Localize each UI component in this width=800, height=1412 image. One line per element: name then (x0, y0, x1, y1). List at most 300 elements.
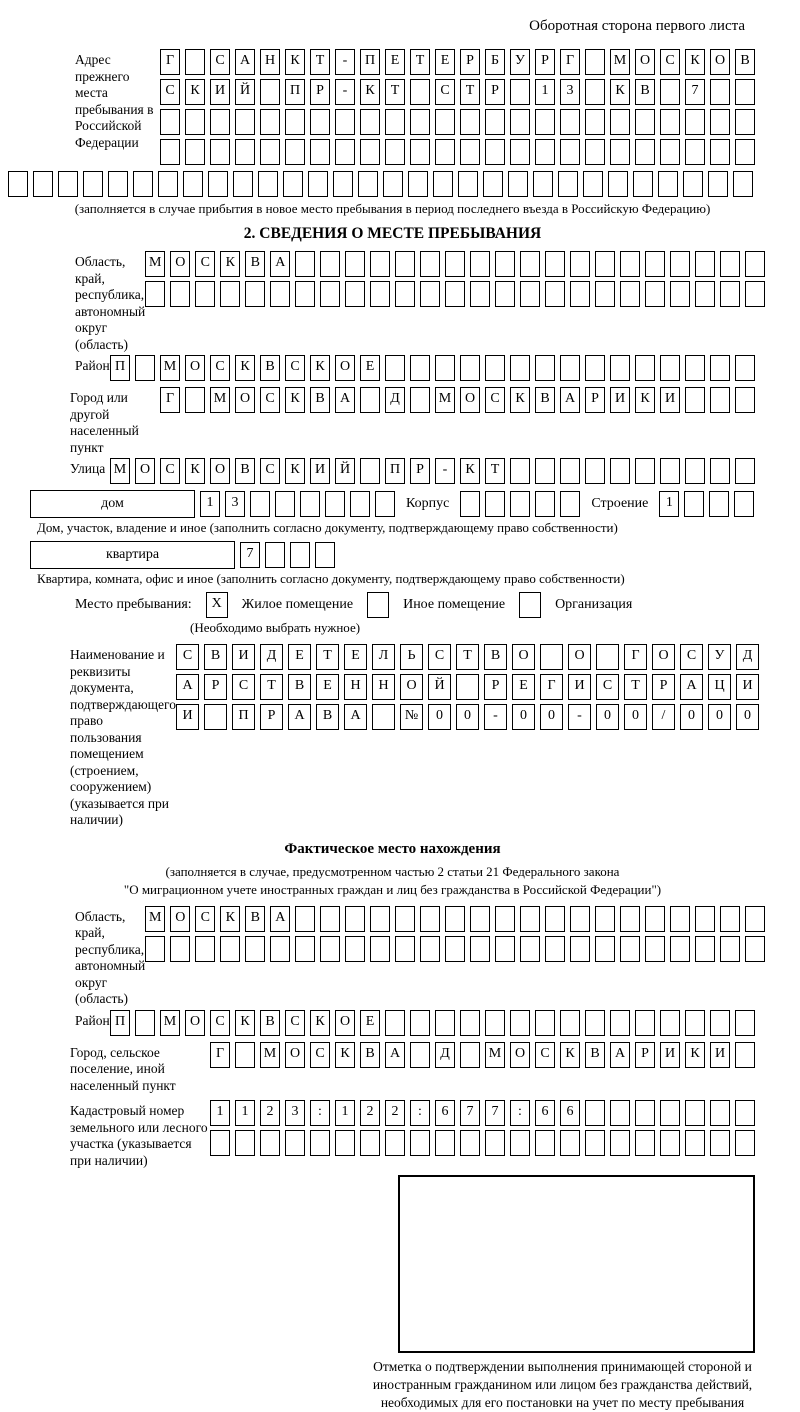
char-box[interactable] (495, 906, 515, 932)
char-box[interactable] (495, 251, 515, 277)
char-box[interactable] (510, 79, 530, 105)
char-box[interactable] (358, 171, 378, 197)
char-box[interactable] (275, 491, 295, 517)
char-box[interactable]: Е (288, 644, 311, 670)
char-box[interactable]: О (135, 458, 155, 484)
char-box[interactable] (360, 109, 380, 135)
char-box[interactable]: С (596, 674, 619, 700)
char-box[interactable]: К (285, 49, 305, 75)
char-box[interactable]: В (260, 355, 280, 381)
char-box[interactable] (735, 1010, 755, 1036)
char-box[interactable]: О (652, 644, 675, 670)
char-box[interactable]: М (110, 458, 130, 484)
char-box[interactable]: А (610, 1042, 630, 1068)
char-box[interactable] (660, 109, 680, 135)
char-box[interactable]: Е (385, 49, 405, 75)
char-box[interactable]: Г (624, 644, 647, 670)
char-box[interactable] (220, 281, 240, 307)
char-box[interactable] (485, 355, 505, 381)
char-box[interactable] (208, 171, 228, 197)
char-box[interactable]: 1 (235, 1100, 255, 1126)
char-box[interactable] (735, 139, 755, 165)
char-box[interactable]: К (185, 458, 205, 484)
char-box[interactable] (585, 1100, 605, 1126)
char-box[interactable]: - (335, 79, 355, 105)
char-box[interactable]: 7 (460, 1100, 480, 1126)
char-box[interactable]: П (285, 79, 305, 105)
char-box[interactable] (385, 109, 405, 135)
char-box[interactable]: Д (260, 644, 283, 670)
char-box[interactable] (270, 936, 290, 962)
char-box[interactable]: В (310, 387, 330, 413)
char-box[interactable]: В (245, 251, 265, 277)
char-box[interactable] (410, 1042, 430, 1068)
char-box[interactable]: М (485, 1042, 505, 1068)
char-box[interactable] (660, 458, 680, 484)
char-box[interactable] (685, 355, 705, 381)
char-box[interactable]: В (585, 1042, 605, 1068)
char-box[interactable]: 0 (596, 704, 619, 730)
char-box[interactable] (420, 906, 440, 932)
char-box[interactable] (695, 906, 715, 932)
char-box[interactable] (310, 1130, 330, 1156)
char-box[interactable] (585, 139, 605, 165)
char-box[interactable]: К (560, 1042, 580, 1068)
char-box[interactable] (735, 387, 755, 413)
char-box[interactable] (58, 171, 78, 197)
char-box[interactable]: К (285, 387, 305, 413)
char-box[interactable]: О (335, 1010, 355, 1036)
char-box[interactable] (435, 1010, 455, 1036)
char-box[interactable] (660, 1130, 680, 1156)
char-box[interactable] (595, 936, 615, 962)
char-box[interactable] (235, 1042, 255, 1068)
char-box[interactable] (370, 936, 390, 962)
char-box[interactable]: К (185, 79, 205, 105)
char-box[interactable] (645, 936, 665, 962)
char-box[interactable]: В (735, 49, 755, 75)
char-box[interactable] (315, 542, 335, 568)
char-box[interactable] (370, 251, 390, 277)
char-box[interactable]: 7 (685, 79, 705, 105)
char-box[interactable]: 2 (385, 1100, 405, 1126)
char-box[interactable] (540, 644, 563, 670)
char-box[interactable] (185, 49, 205, 75)
char-box[interactable] (185, 109, 205, 135)
char-box[interactable]: : (410, 1100, 430, 1126)
char-box[interactable] (108, 171, 128, 197)
char-box[interactable] (370, 281, 390, 307)
char-box[interactable] (360, 1130, 380, 1156)
char-box[interactable]: Р (535, 49, 555, 75)
char-box[interactable] (170, 936, 190, 962)
char-box[interactable]: В (635, 79, 655, 105)
char-box[interactable] (510, 109, 530, 135)
char-box[interactable]: 2 (260, 1100, 280, 1126)
char-box[interactable] (410, 355, 430, 381)
char-box[interactable] (483, 171, 503, 197)
char-box[interactable] (485, 109, 505, 135)
char-box[interactable]: 6 (560, 1100, 580, 1126)
char-box[interactable] (420, 936, 440, 962)
char-box[interactable]: 1 (200, 491, 220, 517)
char-box[interactable]: К (685, 1042, 705, 1068)
char-box[interactable] (383, 171, 403, 197)
char-box[interactable] (370, 906, 390, 932)
char-box[interactable]: 7 (240, 542, 260, 568)
char-box[interactable]: С (428, 644, 451, 670)
char-box[interactable] (285, 139, 305, 165)
char-box[interactable] (695, 251, 715, 277)
char-box[interactable] (670, 906, 690, 932)
char-box[interactable] (720, 906, 740, 932)
char-box[interactable] (685, 1100, 705, 1126)
char-box[interactable] (635, 139, 655, 165)
char-box[interactable]: А (176, 674, 199, 700)
char-box[interactable] (385, 1130, 405, 1156)
char-box[interactable]: В (235, 458, 255, 484)
char-box[interactable]: К (510, 387, 530, 413)
char-box[interactable]: И (210, 79, 230, 105)
char-box[interactable]: К (220, 251, 240, 277)
char-box[interactable] (535, 139, 555, 165)
char-box[interactable] (204, 704, 227, 730)
char-box[interactable]: М (610, 49, 630, 75)
char-box[interactable] (195, 936, 215, 962)
char-box[interactable] (558, 171, 578, 197)
char-box[interactable] (535, 109, 555, 135)
char-box[interactable] (485, 1010, 505, 1036)
char-box[interactable]: К (235, 1010, 255, 1036)
char-box[interactable] (395, 906, 415, 932)
char-box[interactable]: С (160, 458, 180, 484)
char-box[interactable] (408, 171, 428, 197)
char-box[interactable]: 1 (335, 1100, 355, 1126)
char-box[interactable] (745, 906, 765, 932)
char-box[interactable]: Р (410, 458, 430, 484)
char-box[interactable]: Т (310, 49, 330, 75)
char-box[interactable] (710, 1100, 730, 1126)
char-box[interactable]: Т (260, 674, 283, 700)
char-box[interactable]: 1 (659, 491, 679, 517)
char-box[interactable]: О (710, 49, 730, 75)
char-box[interactable] (420, 251, 440, 277)
char-box[interactable] (510, 355, 530, 381)
char-box[interactable] (645, 906, 665, 932)
char-box[interactable]: Т (624, 674, 647, 700)
char-box[interactable] (620, 906, 640, 932)
char-box[interactable] (250, 491, 270, 517)
char-box[interactable] (720, 281, 740, 307)
char-box[interactable] (735, 109, 755, 135)
char-box[interactable] (708, 171, 728, 197)
char-box[interactable] (508, 171, 528, 197)
char-box[interactable] (670, 281, 690, 307)
char-box[interactable]: О (170, 906, 190, 932)
char-box[interactable]: 6 (535, 1100, 555, 1126)
char-box[interactable] (210, 139, 230, 165)
char-box[interactable]: - (484, 704, 507, 730)
char-box[interactable] (620, 936, 640, 962)
char-box[interactable] (710, 1010, 730, 1036)
char-box[interactable] (660, 79, 680, 105)
char-box[interactable] (545, 906, 565, 932)
char-box[interactable] (345, 906, 365, 932)
char-box[interactable] (695, 936, 715, 962)
char-box[interactable]: Р (310, 79, 330, 105)
char-box[interactable]: С (160, 79, 180, 105)
char-box[interactable]: Й (235, 79, 255, 105)
char-box[interactable] (245, 281, 265, 307)
char-box[interactable] (585, 79, 605, 105)
char-box[interactable] (460, 355, 480, 381)
char-box[interactable] (445, 936, 465, 962)
char-box[interactable] (435, 109, 455, 135)
char-box[interactable]: О (235, 387, 255, 413)
char-box[interactable]: А (344, 704, 367, 730)
char-box[interactable] (710, 109, 730, 135)
char-box[interactable]: К (235, 355, 255, 381)
char-box[interactable] (535, 491, 555, 517)
char-box[interactable] (710, 139, 730, 165)
char-box[interactable]: Н (344, 674, 367, 700)
char-box[interactable] (435, 1130, 455, 1156)
char-box[interactable] (658, 171, 678, 197)
char-box[interactable] (360, 387, 380, 413)
char-box[interactable]: А (385, 1042, 405, 1068)
char-box[interactable] (670, 251, 690, 277)
char-box[interactable] (733, 171, 753, 197)
char-box[interactable]: 0 (680, 704, 703, 730)
char-box[interactable] (145, 936, 165, 962)
char-box[interactable] (470, 906, 490, 932)
char-box[interactable]: С (435, 79, 455, 105)
char-box[interactable]: А (235, 49, 255, 75)
char-box[interactable] (320, 936, 340, 962)
char-box[interactable] (456, 674, 479, 700)
char-box[interactable] (735, 1100, 755, 1126)
char-box[interactable]: Г (160, 387, 180, 413)
char-box[interactable] (685, 458, 705, 484)
char-box[interactable] (510, 458, 530, 484)
char-box[interactable] (645, 251, 665, 277)
char-box[interactable] (460, 109, 480, 135)
char-box[interactable]: Р (585, 387, 605, 413)
char-box[interactable] (610, 109, 630, 135)
char-box[interactable]: А (335, 387, 355, 413)
char-box[interactable] (560, 1130, 580, 1156)
char-box[interactable]: Й (335, 458, 355, 484)
char-box[interactable]: Р (204, 674, 227, 700)
char-box[interactable]: И (310, 458, 330, 484)
char-box[interactable]: О (185, 1010, 205, 1036)
char-box[interactable] (570, 251, 590, 277)
char-box[interactable] (610, 1010, 630, 1036)
char-box[interactable]: О (400, 674, 423, 700)
char-box[interactable]: С (176, 644, 199, 670)
char-box[interactable]: П (110, 1010, 130, 1036)
char-box[interactable] (710, 1130, 730, 1156)
char-box[interactable]: 2 (360, 1100, 380, 1126)
char-box[interactable] (185, 387, 205, 413)
char-box[interactable] (285, 109, 305, 135)
char-box[interactable]: Р (485, 79, 505, 105)
char-box[interactable] (158, 171, 178, 197)
char-box[interactable] (520, 936, 540, 962)
char-box[interactable] (560, 458, 580, 484)
char-box[interactable] (660, 1100, 680, 1126)
char-box[interactable]: М (210, 387, 230, 413)
char-box[interactable]: Р (460, 49, 480, 75)
char-box[interactable]: Д (736, 644, 759, 670)
char-box[interactable]: У (510, 49, 530, 75)
char-box[interactable] (335, 109, 355, 135)
char-box[interactable] (135, 355, 155, 381)
char-box[interactable] (595, 281, 615, 307)
char-box[interactable] (560, 1010, 580, 1036)
char-box[interactable]: С (210, 1010, 230, 1036)
char-box[interactable]: Т (385, 79, 405, 105)
char-box[interactable]: Г (210, 1042, 230, 1068)
char-box[interactable] (420, 281, 440, 307)
char-box[interactable]: К (460, 458, 480, 484)
char-box[interactable]: Т (485, 458, 505, 484)
char-box[interactable] (735, 458, 755, 484)
char-box[interactable] (684, 491, 704, 517)
char-box[interactable] (285, 1130, 305, 1156)
char-box[interactable]: М (160, 355, 180, 381)
char-box[interactable] (710, 355, 730, 381)
char-box[interactable] (395, 281, 415, 307)
char-box[interactable]: - (435, 458, 455, 484)
char-box[interactable] (8, 171, 28, 197)
char-box[interactable] (585, 1130, 605, 1156)
char-box[interactable]: Т (410, 49, 430, 75)
char-box[interactable] (345, 251, 365, 277)
char-box[interactable] (735, 1130, 755, 1156)
char-box[interactable] (458, 171, 478, 197)
char-box[interactable] (670, 936, 690, 962)
char-box[interactable]: А (288, 704, 311, 730)
stay-type-checkbox-residential[interactable]: X (206, 592, 228, 618)
char-box[interactable] (610, 355, 630, 381)
char-box[interactable]: 0 (540, 704, 563, 730)
char-box[interactable]: Ц (708, 674, 731, 700)
char-box[interactable] (635, 1010, 655, 1036)
char-box[interactable]: Г (560, 49, 580, 75)
char-box[interactable] (685, 109, 705, 135)
char-box[interactable] (535, 1010, 555, 1036)
char-box[interactable] (445, 281, 465, 307)
char-box[interactable] (510, 1130, 530, 1156)
char-box[interactable] (210, 1130, 230, 1156)
char-box[interactable] (535, 458, 555, 484)
char-box[interactable]: - (568, 704, 591, 730)
char-box[interactable] (709, 491, 729, 517)
char-box[interactable] (335, 139, 355, 165)
char-box[interactable]: Е (316, 674, 339, 700)
char-box[interactable]: 0 (512, 704, 535, 730)
char-box[interactable]: С (680, 644, 703, 670)
char-box[interactable] (660, 355, 680, 381)
char-box[interactable] (610, 139, 630, 165)
char-box[interactable] (325, 491, 345, 517)
char-box[interactable] (745, 936, 765, 962)
char-box[interactable]: В (535, 387, 555, 413)
char-box[interactable]: 1 (535, 79, 555, 105)
char-box[interactable] (333, 171, 353, 197)
char-box[interactable] (470, 251, 490, 277)
char-box[interactable] (183, 171, 203, 197)
char-box[interactable] (585, 355, 605, 381)
char-box[interactable]: 0 (736, 704, 759, 730)
char-box[interactable] (683, 171, 703, 197)
char-box[interactable] (360, 139, 380, 165)
char-box[interactable]: И (232, 644, 255, 670)
char-box[interactable] (560, 355, 580, 381)
char-box[interactable]: А (560, 387, 580, 413)
char-box[interactable]: Й (428, 674, 451, 700)
char-box[interactable] (310, 109, 330, 135)
char-box[interactable]: П (110, 355, 130, 381)
char-box[interactable]: : (510, 1100, 530, 1126)
char-box[interactable]: К (285, 458, 305, 484)
char-box[interactable] (410, 387, 430, 413)
char-box[interactable]: М (160, 1010, 180, 1036)
char-box[interactable] (610, 1130, 630, 1156)
char-box[interactable] (385, 355, 405, 381)
char-box[interactable]: И (568, 674, 591, 700)
char-box[interactable]: В (204, 644, 227, 670)
char-box[interactable] (745, 281, 765, 307)
char-box[interactable] (160, 109, 180, 135)
char-box[interactable] (435, 355, 455, 381)
char-box[interactable] (645, 281, 665, 307)
char-box[interactable] (620, 251, 640, 277)
char-box[interactable] (470, 281, 490, 307)
char-box[interactable]: С (195, 906, 215, 932)
char-box[interactable] (595, 906, 615, 932)
char-box[interactable] (410, 139, 430, 165)
char-box[interactable] (720, 936, 740, 962)
char-box[interactable] (620, 281, 640, 307)
char-box[interactable]: С (535, 1042, 555, 1068)
char-box[interactable] (660, 139, 680, 165)
char-box[interactable] (335, 1130, 355, 1156)
char-box[interactable] (570, 281, 590, 307)
char-box[interactable] (235, 109, 255, 135)
char-box[interactable] (283, 171, 303, 197)
char-box[interactable] (560, 491, 580, 517)
char-box[interactable] (635, 1130, 655, 1156)
char-box[interactable]: С (485, 387, 505, 413)
char-box[interactable]: Г (540, 674, 563, 700)
char-box[interactable] (265, 542, 285, 568)
char-box[interactable]: Р (484, 674, 507, 700)
char-box[interactable] (133, 171, 153, 197)
char-box[interactable] (610, 458, 630, 484)
char-box[interactable] (210, 109, 230, 135)
char-box[interactable] (470, 936, 490, 962)
char-box[interactable] (220, 936, 240, 962)
char-box[interactable] (485, 139, 505, 165)
char-box[interactable]: : (310, 1100, 330, 1126)
char-box[interactable] (235, 1130, 255, 1156)
char-box[interactable] (345, 281, 365, 307)
char-box[interactable] (295, 251, 315, 277)
char-box[interactable]: И (736, 674, 759, 700)
char-box[interactable]: С (210, 49, 230, 75)
